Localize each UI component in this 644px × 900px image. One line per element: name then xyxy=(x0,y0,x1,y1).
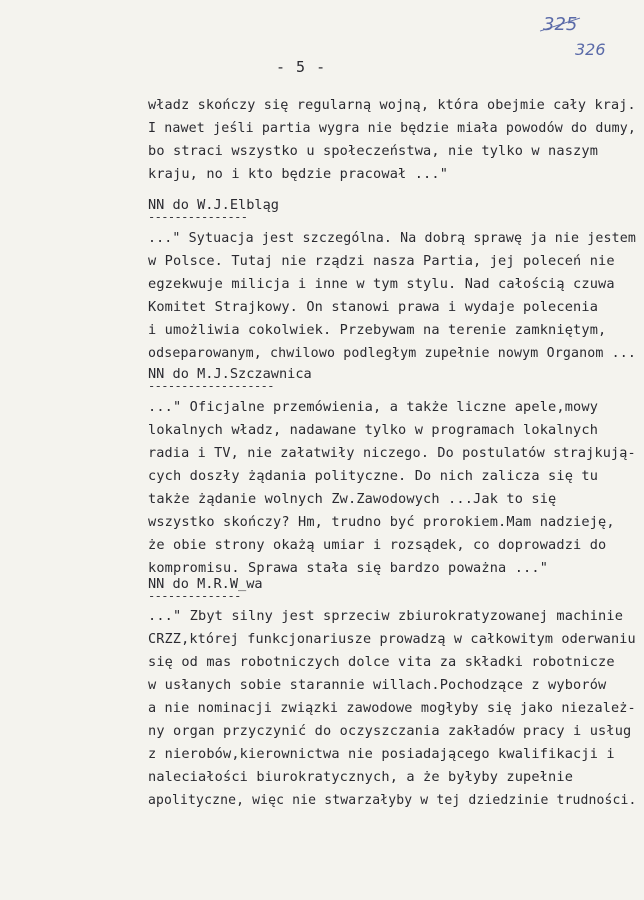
text-line: ..." Zbyt silny jest sprzeciw zbiurokratyzowanej machinie xyxy=(148,608,624,624)
text-line: Komitet Strajkowy. On stanowi prawa i wydaje polecenia xyxy=(148,299,599,315)
text-line: ..." Oficjalne przemówienia, a także liczne apele,mowy xyxy=(148,399,599,415)
text-line: naleciałości biurokratycznych, a że byłyby zupełnie xyxy=(148,769,574,785)
heading-underline: -------------- xyxy=(148,589,241,603)
section-heading: NN do W.J.Elbląg xyxy=(148,197,279,213)
text-line: z nierobów,kierownictwa nie posiadającego kwalifikacji i xyxy=(148,746,615,762)
text-line: w Polsce. Tutaj nie rządzi nasza Partia, jej poleceń nie xyxy=(148,253,615,269)
text-line: lokalnych władz, nadawane tylko w programach lokalnych xyxy=(148,422,599,438)
text-line: i umożliwia cokolwiek. Przebywam na terenie zamkniętym, xyxy=(148,322,607,338)
text-line: także żądanie wolnych Zw.Zawodowych ...Jak to się xyxy=(148,491,557,507)
text-line: kraju, no i kto będzie pracował ..." xyxy=(148,166,449,182)
text-line: bo straci wszystko u społeczeństwa, nie tylko w naszym xyxy=(148,143,599,159)
text-line: władz skończy się regularną wojną, która obejmie cały kraj. xyxy=(148,97,636,113)
text-line: cych doszły żądania polityczne. Do nich zalicza się tu xyxy=(148,468,599,484)
text-line: I nawet jeśli partia wygra nie będzie miała powodów do dumy, xyxy=(148,120,637,136)
archive-number: 326 xyxy=(575,40,606,59)
text-line: ny organ przyczynić do oczyszczania zakładów pracy i usług xyxy=(148,723,632,739)
page-number: - 5 - xyxy=(276,58,327,76)
text-line: ..." Sytuacja jest szczególna. Na dobrą sprawę ja nie jestem xyxy=(148,230,637,246)
text-line: CRZZ,której funkcjonariusze prowadzą w całkowitym oderwaniu xyxy=(148,631,636,647)
section-heading: NN do M.R.W_wa xyxy=(148,576,263,592)
text-line: radia i TV, nie załatwiły niczego. Do postulatów strajkują- xyxy=(148,445,636,461)
text-line: a nie nominacji związki zawodowe mogłyby się jako niezależ- xyxy=(148,700,636,716)
text-line: się od mas robotniczych dolce vita za składki robotnicze xyxy=(148,654,615,670)
text-line: wszystko skończy? Hm, trudno być prorokiem.Mam nadzieję, xyxy=(148,514,615,530)
text-line: odseparowanym, chwilowo podległym zupełnie nowym Organom ... xyxy=(148,345,637,361)
archive-number-crossed-out: 325 xyxy=(543,14,578,35)
text-line: kompromisu. Sprawa stała się bardzo poważna ..." xyxy=(148,560,549,576)
text-line: że obie strony okażą umiar i rozsądek, co doprowadzi do xyxy=(148,537,607,553)
section-heading: NN do M.J.Szczawnica xyxy=(148,366,312,382)
heading-underline: --------------- xyxy=(148,210,248,224)
heading-underline: ------------------- xyxy=(148,379,274,393)
text-line: w usłanych sobie starannie willach.Pochodzące z wyborów xyxy=(148,677,607,693)
text-line: apolityczne, więc nie stwarzałyby w tej dziedzinie trudności. xyxy=(148,792,637,808)
text-line: egzekwuje milicja i inne w tym stylu. Nad całością czuwa xyxy=(148,276,615,292)
